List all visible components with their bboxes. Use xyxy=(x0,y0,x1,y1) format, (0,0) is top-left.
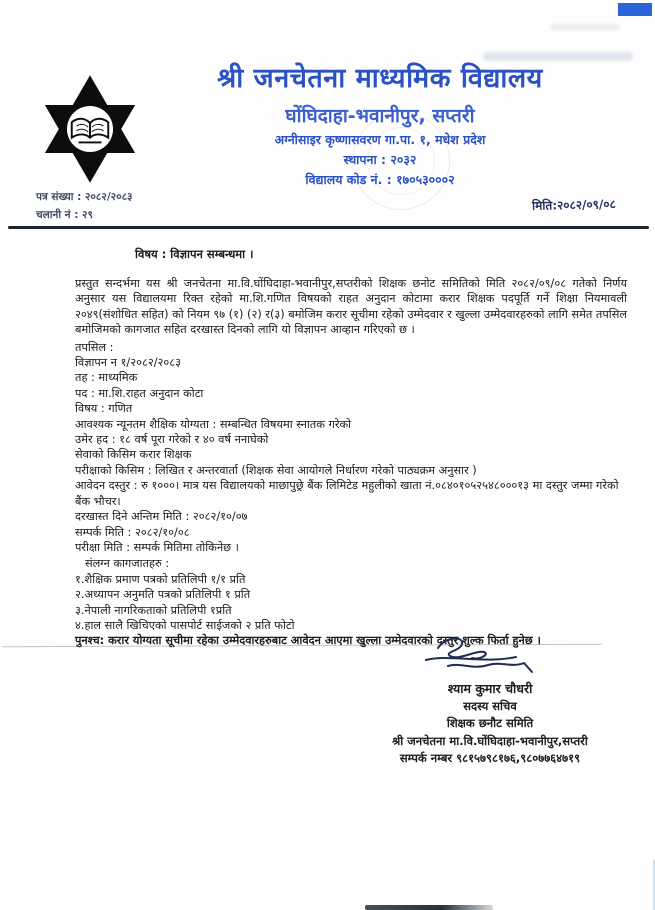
tapasil-label: तपसिल : xyxy=(75,340,114,354)
scan-corner-blue-box xyxy=(618,3,652,16)
contact-numbers: सम्पर्क नम्बर ९८१५७९८१७६,९८०७७६४७१९ xyxy=(399,751,581,765)
school-emblem-logo xyxy=(42,72,138,187)
letter-body xyxy=(75,276,627,649)
subject-line: विषय : विज्ञापन सम्बन्धमा । xyxy=(135,247,254,261)
detail-level: तह : माध्यमिक xyxy=(75,371,138,385)
dispatch-number: चलानी नं : २९ xyxy=(36,209,93,221)
detail-exam-type: परीक्षाको किसिम : लिखित र अन्तरवार्ता (शिक्षक सेवा आयोगले निर्धारण गरेको पाठ्यक्रम अनुसार ) xyxy=(75,463,477,477)
postscript-note: पुनश्च: करार योग्यता सूचीमा रहेका उम्मेदवारहरुबाट आवेदन आएमा खुल्ला उम्मेदवारको दस्तुर शुल्क फिर्ता हुनेछ । xyxy=(75,634,541,648)
detail-service-type: सेवाको किसिम करार शिक्षक xyxy=(75,448,192,462)
handwritten-signature xyxy=(420,634,540,680)
six-pointed-star-icon xyxy=(42,72,138,187)
signatory-school: श्री जनचेतना मा.वि.घोंघिदाहा-भवानीपुर,सप्तरी xyxy=(392,733,588,748)
detail-exam-date: परीक्षा मिति : सम्पर्क मितिमा तोकिनेछ । xyxy=(75,540,239,554)
document-item-4: ४.हाल सालै खिचिएको पासपोर्ट साईजको २ प्रति फोटो xyxy=(75,618,295,632)
detail-subject: विषय : गणित xyxy=(75,402,133,416)
school-address: घोंघिदाहा-भवानीपुर, सप्तरी xyxy=(285,105,475,127)
faint-scan-smudge xyxy=(550,24,620,30)
municipality-line: अग्नीसाइर कृष्णासवरण गा.पा. १, मधेश प्रदेश xyxy=(274,132,486,147)
reference-block xyxy=(36,188,133,224)
signatory-title: सदस्य सचिव xyxy=(463,698,517,713)
header-divider-line xyxy=(8,226,649,229)
detail-application-fee: आवेदन दस्तुर : रु १०००। मात्र यस विद्यालयको माछापुछ्रे बैंक लिमिटेड महुलीको खाता नं.०८४०१०५२५४८०००१३ मा दस्तुर जम्मा गरेको बैंक भौचर। xyxy=(75,479,619,508)
school-name: श्री जनचेतना माध्यमिक विद्यालय xyxy=(217,63,543,94)
signatory-name: श्याम कुमार चौधरी xyxy=(447,681,533,696)
documents-heading: संलग्न कागजातहरु : xyxy=(85,557,170,571)
document-item-1: १.शैक्षिक प्रमाण पत्रको प्रतिलिपी १/१ प्रति xyxy=(75,572,246,586)
faint-scan-smudge xyxy=(483,52,633,61)
letter-number: पत्र संख्या : २०८२/२०८३ xyxy=(36,191,133,203)
signature-block xyxy=(335,680,645,768)
detail-advert-no: विज्ञापन न १/२०८२/२०८३ xyxy=(75,356,181,370)
detail-age-limit: उमेर हद : १८ वर्ष पूरा गरेको र ४० वर्ष ननाघेको xyxy=(75,433,269,447)
signatory-committee: शिक्षक छनौट समिति xyxy=(446,716,534,730)
detail-qualification: आवश्यक न्यूनतम शैक्षिक योग्यता : सम्बन्धित विषयमा स्नातक गरेको xyxy=(75,417,352,431)
document-item-3: ३.नेपाली नागरिकताको प्रतिलिपी १प्रति xyxy=(75,603,232,617)
intro-paragraph: प्रस्तुत सन्दर्भमा यस श्री जनचेतना मा.वि.घोंघिदाहा-भवानीपुर,सप्तरीको शिक्षक छनोट समितिको मिति २०८२/०९/०८ गतेको निर्णय अनुसार यस विद्यालयमा रिक्त रहेको मा.शि.गणित विषयको राहत अनुदान कोटामा करार शिक्षक पदपूर्ति गर्ने शिक्षा नियमावली २०४९(संशोधित सहित) को नियम ९७ (१) (२) र(३) बमोजिम करार सूचीमा रहेको उम्मेदवार र खुल्ला उम्मेदवारहरुको लागि समेत तपसिल बमोजिमको कागजात सहित दरखास्त दिनको लागि यो विज्ञापन आव्हान गरिएको छ । xyxy=(75,277,627,337)
document-item-2: २.अध्यापन अनुमति पत्रको प्रतिलिपी १ प्रति xyxy=(75,588,251,602)
letterhead xyxy=(140,62,620,188)
school-code-line: विद्यालय कोड नं. : १७०५३०००२ xyxy=(305,172,455,187)
detail-deadline-date: दरखास्त दिने अन्तिम मिति : २०८२/१०/०७ xyxy=(75,510,248,524)
letter-date: मिति:२०८२/०९/०८ xyxy=(531,197,616,213)
detail-contact-date: सम्पर्क मिति : २०८२/१०/०८ xyxy=(75,525,190,539)
detail-post: पद : मा.शि.राहत अनुदान कोटा xyxy=(75,386,204,400)
established-line: स्थापना : २०३२ xyxy=(343,152,417,167)
scan-edge-artifact xyxy=(365,905,493,910)
